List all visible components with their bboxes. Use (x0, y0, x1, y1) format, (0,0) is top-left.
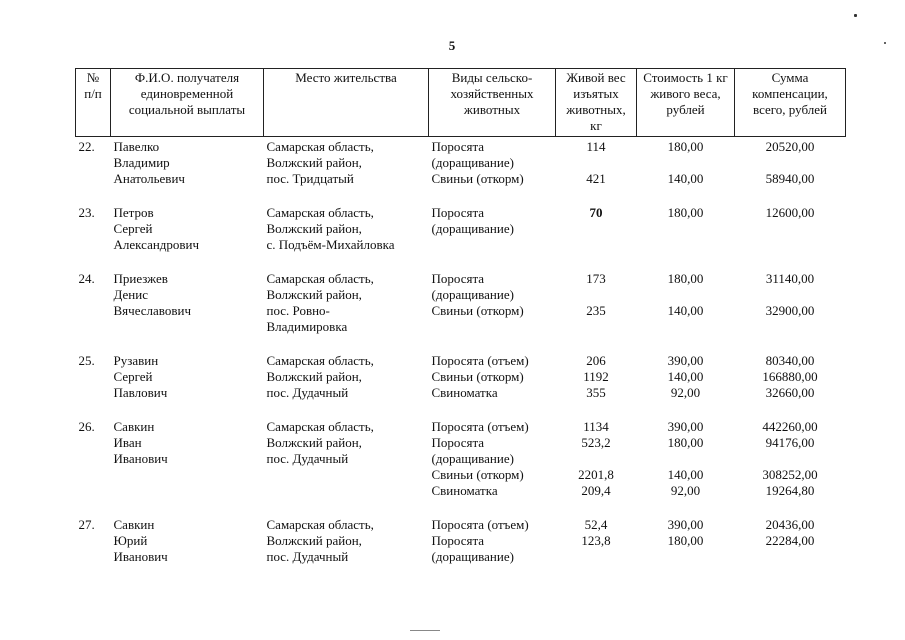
live-weight (556, 319, 637, 335)
row-spacer (76, 335, 846, 351)
live-weight: 70 (589, 205, 603, 220)
price-per-kg (637, 451, 735, 467)
row-number (76, 549, 111, 565)
residence-line: пос. Дудачный (266, 549, 349, 564)
row-number (76, 155, 111, 171)
compensation-total (735, 287, 846, 303)
table-row (76, 287, 846, 303)
compensation-total: 20436,00 (765, 517, 815, 532)
table-row (76, 435, 846, 451)
compensation-total: 19264,80 (765, 483, 815, 498)
price-per-kg (637, 287, 735, 303)
table-row (76, 303, 846, 319)
row-number (76, 435, 111, 451)
animal-type (429, 237, 556, 253)
compensation-total: 80340,00 (765, 353, 815, 368)
residence-line: пос. Ровно- (266, 303, 330, 318)
row-spacer (76, 401, 846, 417)
row-number: 22. (78, 139, 95, 154)
table-row (76, 171, 846, 187)
recipient-name-line: Петров (113, 205, 154, 220)
recipient-name-line: Александрович (113, 237, 200, 252)
row-number (76, 171, 111, 187)
table-row (76, 269, 846, 287)
price-per-kg: 390,00 (667, 517, 704, 532)
residence-line: Волжский район, (266, 287, 362, 302)
recipient-name-line: Савкин (113, 419, 155, 434)
price-per-kg (637, 319, 735, 335)
recipient-name-line (111, 483, 264, 499)
residence-line: Самарская область, (266, 419, 374, 434)
header-live-weight: Живой вес изъятых животных, кг (556, 69, 637, 137)
compensation-total: 32660,00 (765, 385, 815, 400)
price-per-kg: 180,00 (667, 205, 704, 220)
row-number (76, 369, 111, 385)
row-number: 24. (78, 271, 95, 286)
compensation-total: 58940,00 (765, 171, 815, 186)
compensation-total: 20520,00 (765, 139, 815, 154)
residence-line: Владимировка (266, 319, 348, 334)
table-header-row (76, 69, 846, 137)
recipient-name-line (111, 319, 264, 335)
table-row (76, 137, 846, 156)
row-number (76, 451, 111, 467)
recipient-name-line: Юрий (113, 533, 148, 548)
compensation-total: 442260,00 (762, 419, 818, 434)
recipient-name-line: Денис (113, 287, 148, 302)
row-number (76, 303, 111, 319)
row-number: 23. (78, 205, 95, 220)
row-number (76, 237, 111, 253)
animal-type: Поросята (431, 533, 485, 548)
row-number (76, 221, 111, 237)
residence-line: Волжский район, (266, 221, 362, 236)
recipient-name-line: Анатольевич (113, 171, 185, 186)
live-weight: 1192 (583, 369, 609, 384)
row-number (76, 385, 111, 401)
compensation-total: 32900,00 (765, 303, 815, 318)
table-row (76, 319, 846, 335)
scan-speck (854, 14, 857, 17)
recipient-name-line: Павлович (113, 385, 168, 400)
recipient-name-line: Савкин (113, 517, 155, 532)
header-recipient-name: Ф.И.О. получателя единовременной социальной выплаты (111, 69, 264, 137)
recipient-name-line: Сергей (113, 369, 153, 384)
residence-line: Самарская область, (266, 271, 374, 286)
price-per-kg: 140,00 (667, 171, 704, 186)
row-number (76, 483, 111, 499)
animal-type: (доращивание) (431, 451, 514, 466)
price-per-kg: 180,00 (667, 533, 704, 548)
row-number (76, 287, 111, 303)
row-spacer (76, 187, 846, 203)
animal-type: (доращивание) (431, 155, 514, 170)
compensation-total: 166880,00 (762, 369, 818, 384)
recipient-name-line: Владимир (113, 155, 170, 170)
live-weight: 1134 (583, 419, 609, 434)
live-weight: 173 (586, 271, 606, 286)
compensation-total: 94176,00 (765, 435, 815, 450)
recipient-name-line: Рузавин (113, 353, 159, 368)
residence-line: Волжский район, (266, 155, 362, 170)
live-weight (556, 237, 637, 253)
residence-line: пос. Дудачный (266, 451, 349, 466)
header-animal-types: Виды сельско-хозяйственных животных (429, 69, 556, 137)
animal-type: Поросята (431, 271, 485, 286)
row-number (76, 533, 111, 549)
price-per-kg: 180,00 (667, 139, 704, 154)
table-row (76, 237, 846, 253)
animal-type: Свиноматка (431, 483, 498, 498)
compensation-total (735, 221, 846, 237)
compensation-total (735, 237, 846, 253)
table-row (76, 351, 846, 369)
header-compensation-total: Сумма компенсации, всего, рублей (735, 69, 846, 137)
price-per-kg: 390,00 (667, 353, 704, 368)
price-per-kg (637, 549, 735, 565)
row-number (76, 467, 111, 483)
table-row (76, 203, 846, 221)
live-weight: 52,4 (584, 517, 608, 532)
recipient-name-line: Приезжев (113, 271, 168, 286)
live-weight (556, 549, 637, 565)
animal-type: Поросята (431, 205, 485, 220)
table-row (76, 417, 846, 435)
residence-line: Волжский район, (266, 369, 362, 384)
compensation-total (735, 451, 846, 467)
price-per-kg (637, 237, 735, 253)
row-number: 27. (78, 517, 95, 532)
table-row (76, 515, 846, 533)
compensation-total: 308252,00 (762, 467, 818, 482)
table-body (76, 137, 846, 566)
residence-line: с. Подъём-Михайловка (266, 237, 395, 252)
recipient-name-line: Иван (113, 435, 142, 450)
animal-type: (доращивание) (431, 549, 514, 564)
compensation-total: 22284,00 (765, 533, 815, 548)
row-number (76, 319, 111, 335)
residence-line: Волжский район, (266, 435, 362, 450)
table-row (76, 549, 846, 565)
price-per-kg (637, 221, 735, 237)
animal-type: Свиноматка (431, 385, 498, 400)
table-row (76, 483, 846, 499)
price-per-kg: 92,00 (670, 385, 701, 400)
table-row (76, 385, 846, 401)
live-weight: 523,2 (581, 435, 611, 450)
table-row (76, 155, 846, 171)
header-residence: Место жительства (264, 69, 429, 137)
price-per-kg: 92,00 (670, 483, 701, 498)
compensation-total (735, 155, 846, 171)
live-weight: 209,4 (581, 483, 611, 498)
animal-type: Поросята (431, 435, 485, 450)
compensation-total: 12600,00 (765, 205, 815, 220)
animal-type (429, 319, 556, 335)
live-weight: 114 (586, 139, 606, 154)
animal-type: (доращивание) (431, 221, 514, 236)
spacer-cell (76, 253, 846, 269)
animal-type: Поросята (отъем) (431, 353, 529, 368)
live-weight (556, 221, 637, 237)
compensation-table (75, 68, 846, 565)
page-number: 5 (448, 38, 456, 53)
live-weight: 206 (586, 353, 606, 368)
price-per-kg: 180,00 (667, 435, 704, 450)
animal-type: Свиньи (откорм) (431, 369, 524, 384)
row-number: 25. (78, 353, 95, 368)
row-spacer (76, 499, 846, 515)
animal-type: Свиньи (откорм) (431, 467, 524, 482)
residence-line (264, 467, 429, 483)
animal-type: Поросята (отъем) (431, 517, 529, 532)
animal-type: Свиньи (откорм) (431, 303, 524, 318)
live-weight: 123,8 (581, 533, 611, 548)
residence-line: Самарская область, (266, 353, 374, 368)
price-per-kg: 140,00 (667, 369, 704, 384)
table-row (76, 221, 846, 237)
compensation-total (735, 549, 846, 565)
table-row (76, 467, 846, 483)
animal-type: Поросята (431, 139, 485, 154)
scan-mark (410, 630, 440, 631)
recipient-name-line: Вячеславович (113, 303, 191, 318)
live-weight: 235 (586, 303, 606, 318)
residence-line: пос. Дудачный (266, 385, 349, 400)
residence-line: Самарская область, (266, 517, 374, 532)
recipient-name-line: Сергей (113, 221, 153, 236)
table-row (76, 451, 846, 467)
price-per-kg: 140,00 (667, 467, 704, 482)
residence-line: пос. Тридцатый (266, 171, 354, 186)
animal-type: Поросята (отъем) (431, 419, 529, 434)
live-weight (556, 155, 637, 171)
recipient-name-line: Иванович (113, 451, 168, 466)
live-weight: 355 (586, 385, 606, 400)
residence-line: Волжский район, (266, 533, 362, 548)
residence-line (264, 483, 429, 499)
spacer-cell (76, 187, 846, 203)
live-weight (556, 287, 637, 303)
price-per-kg: 390,00 (667, 419, 704, 434)
compensation-total (735, 319, 846, 335)
spacer-cell (76, 499, 846, 515)
live-weight: 421 (586, 171, 606, 186)
row-spacer (76, 253, 846, 269)
recipient-name-line: Иванович (113, 549, 168, 564)
residence-line: Самарская область, (266, 139, 374, 154)
price-per-kg: 180,00 (667, 271, 704, 286)
spacer-cell (76, 335, 846, 351)
animal-type: Свиньи (откорм) (431, 171, 524, 186)
row-number: 26. (78, 419, 95, 434)
header-price-per-kg: Стоимость 1 кг живого веса, рублей (637, 69, 735, 137)
residence-line: Самарская область, (266, 205, 374, 220)
recipient-name-line: Павелко (113, 139, 160, 154)
price-per-kg: 140,00 (667, 303, 704, 318)
live-weight (556, 451, 637, 467)
live-weight: 2201,8 (578, 467, 614, 482)
compensation-total: 31140,00 (765, 271, 815, 286)
recipient-name-line (111, 467, 264, 483)
animal-type: (доращивание) (431, 287, 514, 302)
table-row (76, 369, 846, 385)
header-number: № п/п (76, 69, 111, 137)
scan-speck (884, 42, 886, 44)
table-row (76, 533, 846, 549)
price-per-kg (637, 155, 735, 171)
spacer-cell (76, 401, 846, 417)
